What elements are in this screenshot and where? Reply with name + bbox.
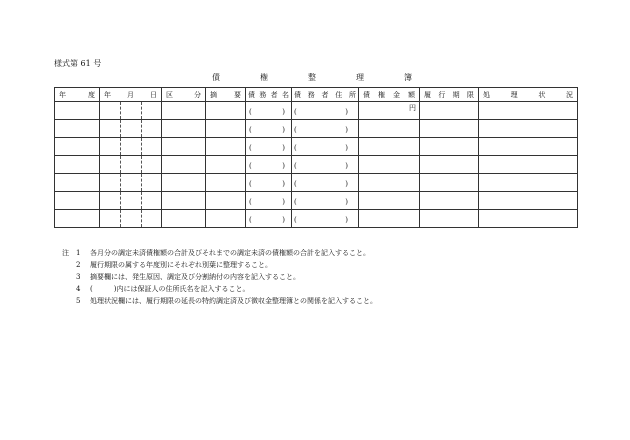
cell-amount [359, 138, 420, 156]
cell-deadline [420, 210, 479, 228]
paren-open: ( [249, 108, 252, 116]
cell-year [55, 156, 100, 174]
cell-debtor-name [246, 174, 292, 192]
cell-summary [206, 174, 246, 192]
paren-close: ) [345, 144, 348, 152]
header-status: 処 理 状 況 [479, 88, 578, 102]
header-amount: 債 権 金 額 [359, 88, 420, 102]
cell-debtor-name [246, 192, 292, 210]
cell-day [142, 156, 162, 174]
header-debtor-address: 債 務 者 住 所 [292, 88, 359, 102]
cell-category [162, 156, 206, 174]
cell-month [121, 138, 142, 156]
cell-day [142, 102, 162, 120]
cell-month [121, 156, 142, 174]
cell-day [142, 210, 162, 228]
cell-debtor-address [292, 156, 359, 174]
ledger-row [55, 174, 578, 192]
cell-category [162, 192, 206, 210]
cell-summary [206, 138, 246, 156]
cell-day [142, 138, 162, 156]
paren-close: ) [282, 108, 285, 116]
title-char: 債 [212, 73, 220, 82]
paren-close: ) [345, 162, 348, 170]
cell-amount [359, 192, 420, 210]
note-item: 注 1 各月分の調定未済債権額の合計及びそれまでの調定未済の債権額の合計を記入すること。 [62, 249, 370, 257]
cell-deadline [420, 120, 479, 138]
cell-year-part [100, 210, 121, 228]
cell-amount [359, 120, 420, 138]
paren-open: ( [294, 162, 297, 170]
cell-deadline [420, 192, 479, 210]
cell-year [55, 174, 100, 192]
note-item: 4 ( )内には保証人の住所氏名を記入すること。 [76, 285, 250, 293]
paren-close: ) [282, 216, 285, 224]
paren-open: ( [294, 198, 297, 206]
cell-month [121, 102, 142, 120]
cell-day [142, 120, 162, 138]
cell-deadline [420, 138, 479, 156]
paren-close: ) [282, 144, 285, 152]
paren-open: ( [249, 144, 252, 152]
paren-close: ) [345, 198, 348, 206]
cell-category [162, 120, 206, 138]
title-char: 権 [260, 73, 268, 82]
cell-summary [206, 192, 246, 210]
notes-section [62, 247, 377, 307]
cell-amount [359, 174, 420, 192]
cell-category [162, 174, 206, 192]
cell-status [479, 174, 578, 192]
cell-debtor-name [246, 156, 292, 174]
cell-debtor-address [292, 138, 359, 156]
paren-close: ) [282, 180, 285, 188]
cell-year-part [100, 120, 121, 138]
cell-month [121, 192, 142, 210]
title-char: 整 [308, 73, 316, 82]
header-summary: 摘 要 [206, 88, 246, 102]
cell-amount [359, 156, 420, 174]
cell-month [121, 210, 142, 228]
paren-close: ) [345, 216, 348, 224]
title-char: 理 [356, 73, 364, 82]
ledger-row [55, 210, 578, 228]
title-char: 簿 [404, 73, 412, 82]
cell-debtor-address [292, 120, 359, 138]
paren-close: ) [345, 180, 348, 188]
cell-status [479, 138, 578, 156]
paren-open: ( [294, 216, 297, 224]
cell-status [479, 120, 578, 138]
form-number: 様式第 61 号 [54, 59, 102, 68]
ledger-row [55, 138, 578, 156]
paren-close: ) [345, 108, 348, 116]
cell-category [162, 102, 206, 120]
cell-status [479, 210, 578, 228]
cell-day [142, 174, 162, 192]
cell-debtor-address [292, 192, 359, 210]
header-date: 年 月 日 [100, 88, 162, 102]
paren-open: ( [249, 126, 252, 134]
paren-close: ) [282, 198, 285, 206]
cell-debtor-name [246, 102, 292, 120]
cell-amount [359, 102, 420, 120]
paren-open: ( [294, 180, 297, 188]
paren-open: ( [294, 108, 297, 116]
document-title [212, 72, 412, 83]
cell-debtor-address [292, 102, 359, 120]
cell-debtor-name [246, 120, 292, 138]
cell-debtor-address [292, 210, 359, 228]
note-item: 2 履行期限の属する年度別にそれぞれ別葉に整理すること。 [76, 261, 272, 269]
paren-close: ) [282, 162, 285, 170]
paren-open: ( [249, 216, 252, 224]
paren-open: ( [249, 198, 252, 206]
cell-year-part [100, 156, 121, 174]
ledger-row [55, 192, 578, 210]
cell-deadline [420, 174, 479, 192]
ledger-table [54, 87, 578, 228]
header-row [55, 88, 578, 102]
paren-open: ( [249, 180, 252, 188]
cell-category [162, 210, 206, 228]
header-category: 区 分 [162, 88, 206, 102]
cell-debtor-address [292, 174, 359, 192]
paren-close: ) [345, 126, 348, 134]
cell-amount [359, 210, 420, 228]
paren-close: ) [282, 126, 285, 134]
cell-debtor-name [246, 138, 292, 156]
header-debtor-name: 債 務 者 名 [246, 88, 292, 102]
cell-year [55, 192, 100, 210]
cell-year [55, 138, 100, 156]
cell-year-part [100, 138, 121, 156]
cell-deadline [420, 156, 479, 174]
cell-summary [206, 120, 246, 138]
cell-summary [206, 156, 246, 174]
cell-summary [206, 210, 246, 228]
notes-label: 注 [62, 249, 69, 257]
paren-open: ( [294, 144, 297, 152]
cell-deadline [420, 102, 479, 120]
paren-open: ( [249, 162, 252, 170]
cell-category [162, 138, 206, 156]
cell-summary [206, 102, 246, 120]
cell-status [479, 192, 578, 210]
cell-status [479, 156, 578, 174]
cell-debtor-name [246, 210, 292, 228]
ledger-row [55, 102, 578, 120]
note-item: 5 処理状況欄には、履行期限の延長の特約調定済及び徴収金整理簿との関係を記入すること。 [76, 297, 377, 305]
header-deadline: 履 行 期 限 [420, 88, 479, 102]
ledger-row [55, 156, 578, 174]
cell-year-part [100, 174, 121, 192]
cell-year [55, 120, 100, 138]
paren-open: ( [294, 126, 297, 134]
cell-year-part [100, 192, 121, 210]
note-item: 3 摘要欄には、発生原因、調定及び分割納付の内容を記入すること。 [76, 273, 300, 281]
cell-year [55, 210, 100, 228]
ledger-row [55, 120, 578, 138]
cell-month [121, 174, 142, 192]
cell-day [142, 192, 162, 210]
header-year: 年 度 [55, 88, 100, 102]
cell-year [55, 102, 100, 120]
cell-month [121, 120, 142, 138]
cell-status [479, 102, 578, 120]
yen-unit: 円 [409, 104, 416, 112]
cell-year-part [100, 102, 121, 120]
